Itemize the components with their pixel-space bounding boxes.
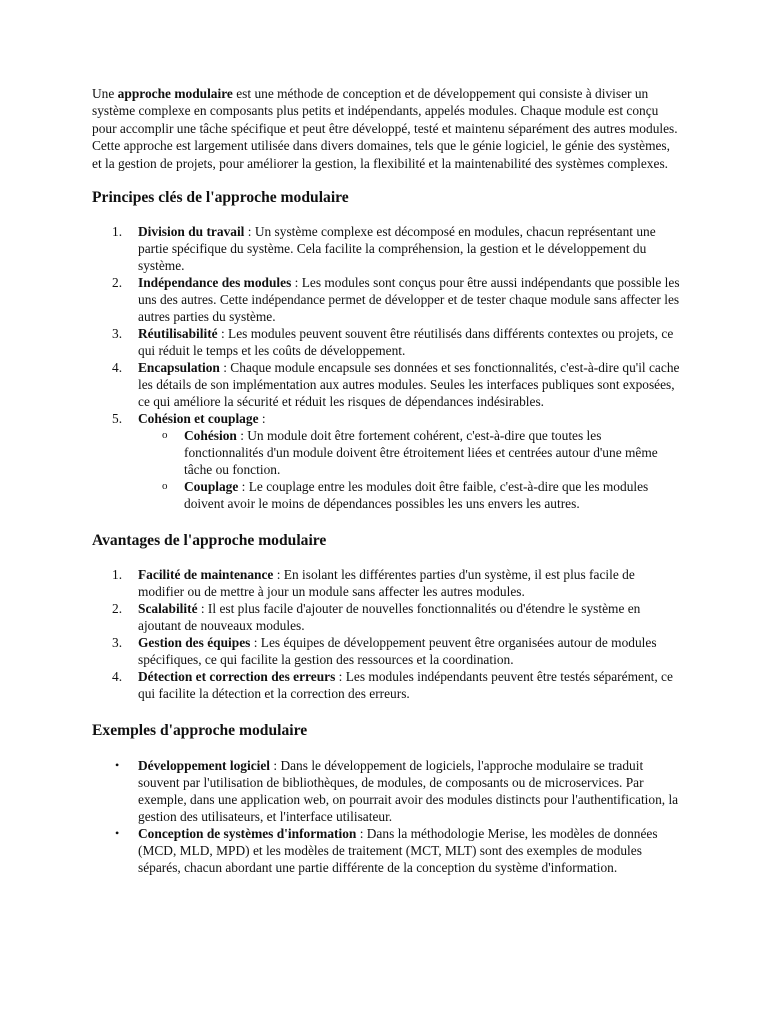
circle-bullet-icon: o (162, 429, 168, 442)
list-number: 2. (112, 275, 123, 291)
item-term: Détection et correction des erreurs (138, 669, 336, 685)
avantages-list (92, 566, 682, 702)
list-number: 1. (112, 567, 123, 583)
item-text: : Les équipes de développement peuvent être organisées autour de modules spécifiques, ce qui facilite la gestion des ressources et la coordination. (138, 635, 657, 668)
subitem-term: Couplage (184, 479, 239, 495)
subitem-text: : Le couplage entre les modules doit être faible, c'est-à-dire que les modules doivent avoir le moins de dépendances possibles les uns envers les autres. (184, 479, 649, 512)
item-term: Conception de systèmes d'information (138, 826, 357, 842)
item-text: : Il est plus facile d'ajouter de nouvelles fonctionnalités ou d'étendre le système en ajoutant de nouveaux modules. (138, 601, 641, 634)
item-term: Scalabilité (138, 601, 198, 617)
list-item (92, 223, 682, 274)
list-number: 3. (112, 326, 123, 342)
item-term: Facilité de maintenance (138, 567, 274, 583)
circle-bullet-icon: o (162, 480, 168, 493)
subitem-term: Cohésion (184, 428, 237, 444)
item-text: : Les modules peuvent souvent être réutilisés dans différents contextes ou projets, ce qui réduit le temps et les coûts de développement. (138, 326, 674, 359)
item-term: Indépendance des modules (138, 275, 292, 291)
item-text: : Dans la méthodologie Merise, les modèles de données (MCD, MLD, MPD) et les modèles de traitement (MCT, MLT) sont des exemples de modules séparés, chacun abordant une partie différente de la conception du système d'information. (138, 826, 658, 876)
list-item (92, 634, 682, 668)
item-text: : Les modules indépendants peuvent être testés séparément, ce qui facilite la détection et la correction des erreurs. (138, 669, 673, 702)
sub-list (138, 427, 682, 512)
intro-text: est une méthode de conception et de développement qui consiste à diviser un système complexe en composants plus petits et indépendants, appelés modules. Chaque module est conçu pour accomplir une tâche spécifique et peut être développé, testé et maintenu séparément des autres modules. Cette approche est largement utilisée dans divers domaines, tels que le génie logiciel, le génie des systèmes, et la gestion de projets, pour améliorer la gestion, la flexibilité et la maintenabilité des systèmes complexes. (92, 86, 678, 171)
item-term: Division du travail (138, 224, 245, 240)
exemples-list (92, 757, 682, 876)
list-item (92, 325, 682, 359)
list-number: 5. (112, 411, 123, 427)
item-term: Réutilisabilité (138, 326, 218, 342)
list-item (92, 410, 682, 512)
list-number: 4. (112, 360, 123, 376)
list-number: 4. (112, 669, 123, 685)
item-text: : Dans le développement de logiciels, l'approche modulaire se traduit souvent par l'utilisation de bibliothèques, de modules, de composants ou de microservices. Par exemple, dans une application web, on pourrait avoir des modules distincts pour l'authentification, la gestion des utilisateurs, et l'interface utilisateur. (138, 758, 679, 825)
item-text: : Chaque module encapsule ses données et ses fonctionnalités, c'est-à-dire qu'il cache les détails de son implémentation aux autres modules. Seules les interfaces publiques sont exposées, ce qui améliore la sécurité et réduit les risques de dépendances indésirables. (138, 360, 680, 410)
intro-term: approche modulaire (117, 86, 233, 101)
document-page (92, 85, 682, 876)
list-number: 3. (112, 635, 123, 651)
list-item (92, 274, 682, 325)
bullet-icon: • (115, 826, 120, 841)
intro-prefix: Une (92, 86, 118, 101)
list-item (92, 566, 682, 600)
sub-list-item (138, 427, 682, 478)
bullet-icon: • (115, 758, 120, 773)
item-text: : Un système complexe est décomposé en modules, chacun représentant une partie spécifique du système. Cela facilite la compréhension, la gestion et le développement du système. (138, 224, 656, 274)
intro-paragraph (92, 85, 682, 172)
principes-list (92, 223, 682, 512)
list-item (92, 668, 682, 702)
item-term: Cohésion et couplage (138, 411, 259, 427)
item-term: Encapsulation (138, 360, 220, 376)
heading-exemples: Exemples d'approche modulaire (92, 722, 308, 740)
list-number: 2. (112, 601, 123, 617)
list-item (92, 757, 682, 825)
item-text: : Les modules sont conçus pour être aussi indépendants que possible les uns des autres. Cette indépendance permet de développer et de tester chaque module sans affecter les autres parties du système. (138, 275, 680, 325)
list-item (92, 825, 682, 876)
item-term: Développement logiciel (138, 758, 271, 774)
sub-list-item (138, 478, 682, 512)
list-number: 1. (112, 224, 123, 240)
item-text: : (258, 411, 266, 427)
heading-avantages: Avantages de l'approche modulaire (92, 532, 327, 550)
list-item (92, 359, 682, 410)
list-item (92, 600, 682, 634)
item-text: : En isolant les différentes parties d'un système, il est plus facile de modifier ou de mettre à jour un module sans affecter les autres modules. (138, 567, 635, 600)
subitem-text: : Un module doit être fortement cohérent, c'est-à-dire que toutes les fonctionnalités d'un module doivent être étroitement liées et centrées autour d'une même tâche ou fonction. (184, 428, 658, 478)
heading-principes: Principes clés de l'approche modulaire (92, 189, 349, 207)
item-term: Gestion des équipes (138, 635, 251, 651)
